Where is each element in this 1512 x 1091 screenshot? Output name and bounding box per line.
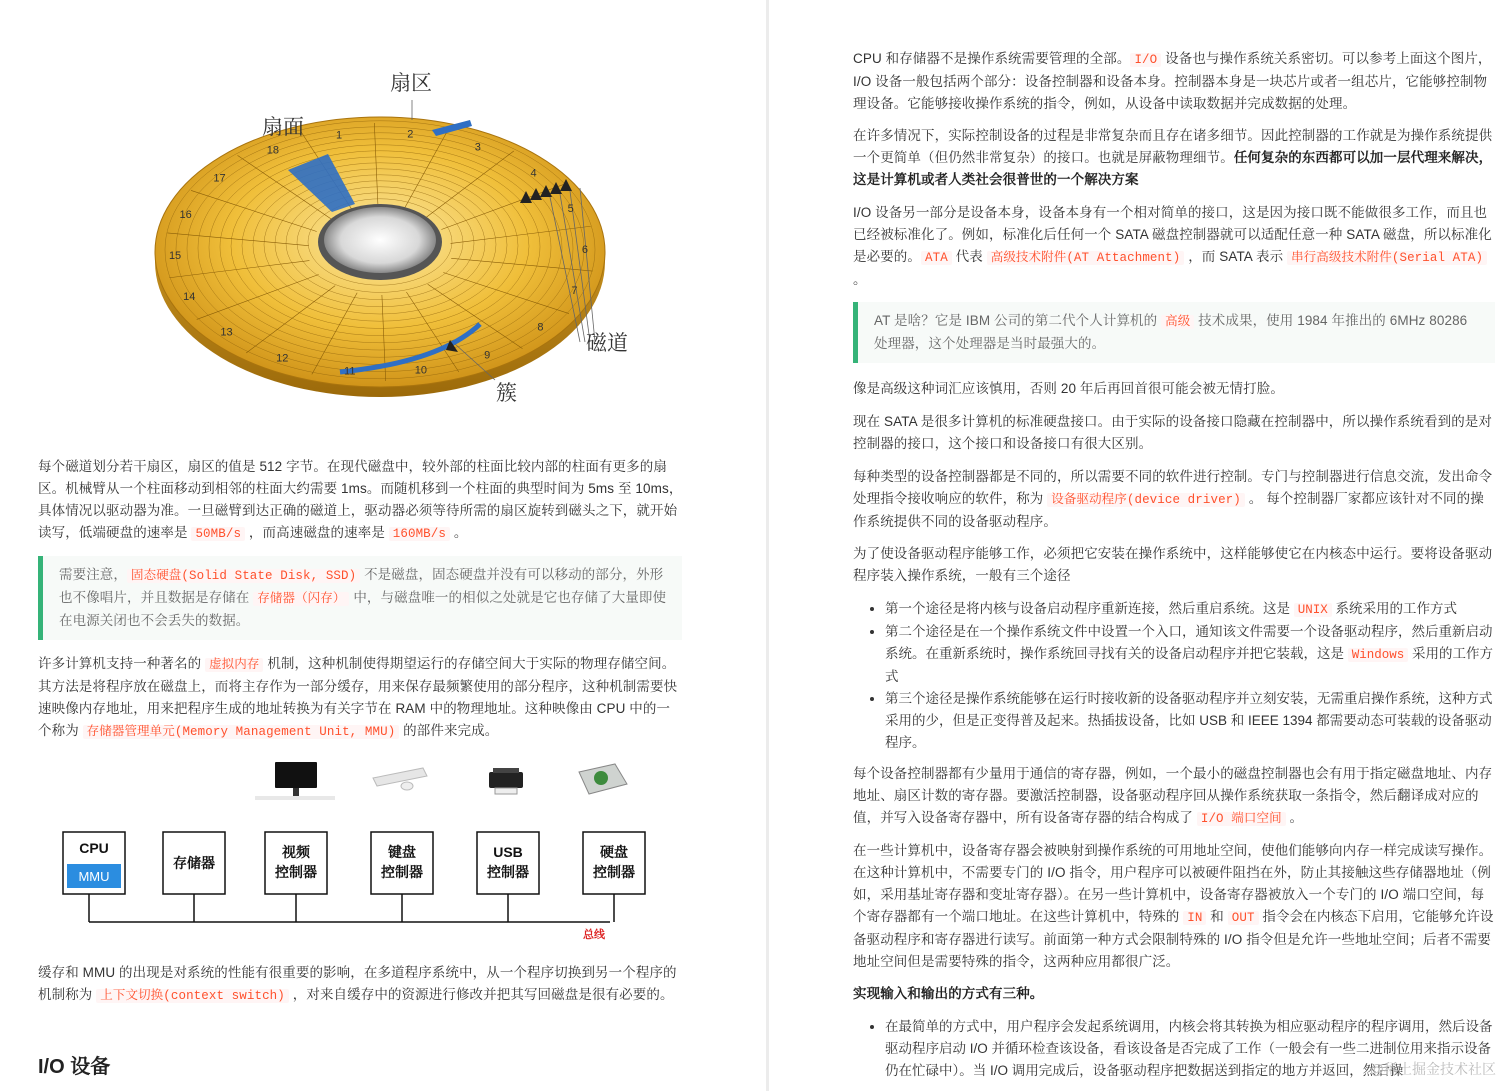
usb-printer-icon [489,768,523,794]
code-unix: UNIX [1294,603,1332,617]
para-install-driver: 为了使设备驱动程序能够工作，必须把它安装在操作系统中，这样能够使它在内核态中运行。要将设备驱动程序装入操作系统，一般有三个途径 [853,546,1493,583]
controller-label: 硬盘 [600,844,628,860]
sector-number: 12 [276,352,289,365]
bus-diagram [55,756,655,946]
code-out: OUT [1228,911,1259,925]
sector-number: 4 [530,167,537,180]
monitor-icon [255,762,335,800]
code-ssd: 固态硬盘(Solid State Disk, SSD) [127,569,360,583]
code-advanced: 高级 [1161,315,1194,329]
sector-number: 16 [179,208,192,221]
code-device-driver: 设备驱动程序(device driver) [1047,493,1245,507]
sector-number: 18 [266,144,279,157]
controller-label: 存储器 [173,855,215,871]
list-item: • 第三个途径是操作系统能够在运行时接收新的设备驱动程序并立刻安装，无需重启操作系统，这种方式采用的少，但是正变得普及起来。热插拔设备，比如 USB 和 IEEE 1394 都需要动态可装载的设备驱动程序。 [885,688,1496,754]
para-io-intro: CPU 和存储器不是操作系统需要管理的全部。 I/O 设备也与操作系统关系密切。可以参考上面这个图片，I/O 设备一般包括两个部分：设备控制器和设备本身。控制器本身是一块芯片或者一组芯片，它能够控制物理设备。它能够接收操作系统的指令，例如，从设备中读取数据并完成数据的处理。 [853,51,1492,111]
label-sector: 扇区 [390,71,432,95]
para-disk-sectors: 每个磁道划分若干扇区，扇区的值是 512 字节。在现代磁盘中，较外部的柱面比较内部的柱面有更多的扇区。机械臂从一个柱面移动到相邻的柱面大约需要 1ms。而随机移到一个柱面的典型时间为 5ms 至 10ms，具体情况以驱动器为准。一旦磁臂到达正确的磁道上，驱动器必须等待所需的扇区旋转到磁头之下，就开始读写，低端硬盘的速率是 50MB/s ，而高速磁盘的速率是 160MB/s 。 [38,459,683,541]
controller-label: 控制器 [381,864,423,880]
code-serial-ata: 串行高级技术附件(Serial ATA) [1287,251,1487,265]
quote-at: AT 是啥？它是 IBM 公司的第二代个人计算机的 高级 技术成果，使用 1984 年推出的 6MHz 80286 处理器，这个处理器是当时最强大的。 [853,302,1495,363]
controller-box [477,832,539,894]
para-io-methods: 实现输入和输出的方式有三种。 [853,986,1044,1001]
para-context-switch: 缓存和 MMU 的出现是对系统的性能有很重要的影响，在多道程序系统中，从一个程序切换到另一个程序的机制称为 上下文切换(context switch) ，对来自缓存中的资源进行修改并把其写回磁盘是很有必要的。 [38,965,677,1003]
sector-number: 3 [474,141,481,154]
list-item: • 第一个途径是将内核与设备启动程序重新连接，然后重启系统。这是 UNIX 系统采用的工作方式 [885,598,1496,621]
code-ata: ATA [921,251,952,265]
list-item: • 第二个途径是在一个操作系统文件中设置一个入口，通知该文件需要一个设备驱动程序，然后重新启动系统。在重新系统时，操作系统回寻找有关的设备启动程序并把它装载，这是 Windows 采用的工作方式 [885,621,1496,688]
controller-label: 视频 [282,844,310,860]
list-install-ways [853,598,1496,754]
para-virtual-memory: 许多计算机支持一种著名的 虚拟内存 机制，这种机制使得期望运行的存储空间大于实际的物理存储空间。其方法是将程序放在磁盘上，而将主存作为一部分缓存，用来保存最频繁使用的部分程序，这种机制需要快速映像内存地址，用来把程序生成的地址转换为有关字节在 RAM 中的物理地址。这种映像由 CPU 中的一个称为 存储器管理单元(Memory Management Unit, MMU) 的部件来完成。 [38,656,678,739]
disk-hub [324,207,436,273]
cpu-label: CPU [79,840,109,856]
sector-number: 9 [484,349,491,362]
code-in: IN [1183,911,1206,925]
code-io-port-space: I/O 端口空间 [1197,812,1286,826]
para-sata: 现在 SATA 是很多计算机的标准硬盘接口。由于实际的设备接口隐藏在控制器中，所以操作系统看到的是对控制器的接口，这个接口和设备接口有很大区别。 [853,414,1493,451]
controller-box [371,832,433,894]
code-50mbs: 50MB/s [191,527,245,541]
label-cluster: 簇 [496,381,517,405]
label-face: 扇面 [262,115,304,139]
mmu-label: MMU [78,869,110,884]
controller-box [265,832,327,894]
sector-number: 11 [344,365,356,378]
bold-proxy-note: 任何复杂的东西都可以加一层代理来解决，这是计算机或者人类社会很普世的一个解决方案 [853,150,1493,187]
sector-number: 5 [567,202,574,215]
watermark: @稀土掘金技术社区 [1369,1061,1496,1077]
sector-number: 6 [581,243,588,256]
sector-number: 2 [407,128,414,141]
code-context-switch: 上下文切换(context switch) [96,989,289,1003]
code-mmu: 存储器管理单元(Memory Management Unit, MMU) [83,725,400,739]
code-virtual-memory: 虚拟内存 [205,658,263,672]
disk-figure [150,62,650,412]
sector-number: 7 [571,285,578,298]
para-driver: 每种类型的设备控制器都是不同的，所以需要不同的软件进行控制。专门与控制器进行信息交流，发出命令处理指令接收响应的软件，称为 设备驱动程序(device driver) 。 每个控制器厂家都应该针对不同的操作系统提供不同的设备驱动程序。 [853,469,1493,529]
para-memory-mapped: 在一些计算机中，设备寄存器会被映射到操作系统的可用地址空间，使他们能够向内存一样完成读写操作。在这种计算机中，不需要专门的 I/O 指令，用户程序可以被硬件阻挡在外，防止其接触这些存储器地址（例如，采用基址寄存器和变址寄存器）。在另一些计算机中，设备寄存器被放入一个专门的 I/O 端口空间，每个寄存器都有一个端口地址。在这些计算机中，特殊的 IN 和 OUT 指令会在内核态下启用，它能够允许设备驱动程序和寄存器进行读写。前面第一种方式会限制特殊的 I/O 指令但是允许一些地址空间；后者不需要地址空间但是需要特殊的指令，这两种应用都很广泛。 [853,843,1494,969]
list-item: • 在最简单的方式中，用户程序会发起系统调用，内核会将其转换为相应驱动程序的程序调用，然后设备驱动程序启动 I/O 并循环检查该设备，看该设备是否完成了工作（一般会有一些二进制位用来指示设备仍在忙碌中）。当 I/O 调用完成后，设备驱动程序把数据送到指定的地方并返回，然后操 [885,1016,1496,1082]
controller-label: 键盘 [388,844,416,860]
sector-number: 8 [537,321,544,334]
controller-label: USB [493,844,523,860]
controller-box [163,832,225,894]
sector-number: 10 [414,364,428,377]
label-track: 磁道 [586,331,628,355]
cpu-box [63,832,125,894]
para-controller: 在许多情况下，实际控制设备的过程是非常复杂而且存在诸多细节。因此控制器的工作就是为操作系统提供一个更简单（但仍然非常复杂）的接口。也就是屏蔽物理细节。任何复杂的东西都可以加一层代理来解决，这是计算机或者人类社会很普世的一个解决方案 [853,128,1493,187]
sector-number: 15 [168,250,182,263]
sector-number: 1 [336,129,343,142]
bus-label: 总线 [583,929,605,941]
sector-number: 13 [220,326,233,339]
code-windows: Windows [1348,648,1409,662]
para-registers: 每个设备控制器都有少量用于通信的寄存器，例如，一个最小的磁盘控制器也会有用于指定磁盘地址、内存地址、扇区计数的寄存器。要激活控制器，设备驱动程序回从操作系统获取一条指令，然后翻译成对应的值，并写入设备寄存器中，所有设备寄存器的结合构成了 I/O 端口空间 。 [853,766,1493,826]
code-io: I/O [1130,53,1161,67]
controller-label: 控制器 [487,864,529,880]
code-160mbs: 160MB/s [389,527,450,541]
code-flash: 存储器（闪存） [253,592,349,606]
code-at-attachment: 高级技术附件(AT Attachment) [987,251,1185,265]
keyboard-icon [373,768,427,790]
controller-label: 控制器 [593,864,635,880]
para-device-interface: I/O 设备另一部分是设备本身，设备本身有一个相对简单的接口，这是因为接口既不能做很多工作，而且也已经被标准化了。例如，标准化后任何一个 SATA 磁盘控制器就可以适配任意一种 SATA 磁盘，所以标准化是必要的。 ATA 代表 高级技术附件(AT Attachment) ，而 SATA 表示 串行高级技术附件(Serial ATA) 。 [853,205,1492,287]
para-caution: 像是高级这种词汇应该慎用，否则 20 年后再回首很可能会被无情打脸。 [853,381,1284,396]
controller-box [583,832,645,894]
harddisk-icon [579,764,627,794]
quote-ssd: 需要注意， 固态硬盘(Solid State Disk, SSD) 不是磁盘，固态硬盘并没有可以移动的部分，外形也不像唱片，并且数据是存储在 存储器（闪存） 中，与磁盘唯一的相似之处就是它也存储了大量即使在电源关闭也不会丢失的数据。 [38,556,682,640]
heading-io-devices: I/O 设备 [38,1056,111,1078]
sector-number: 14 [183,291,196,304]
controller-label: 控制器 [275,864,317,880]
sector-number: 17 [213,172,226,185]
